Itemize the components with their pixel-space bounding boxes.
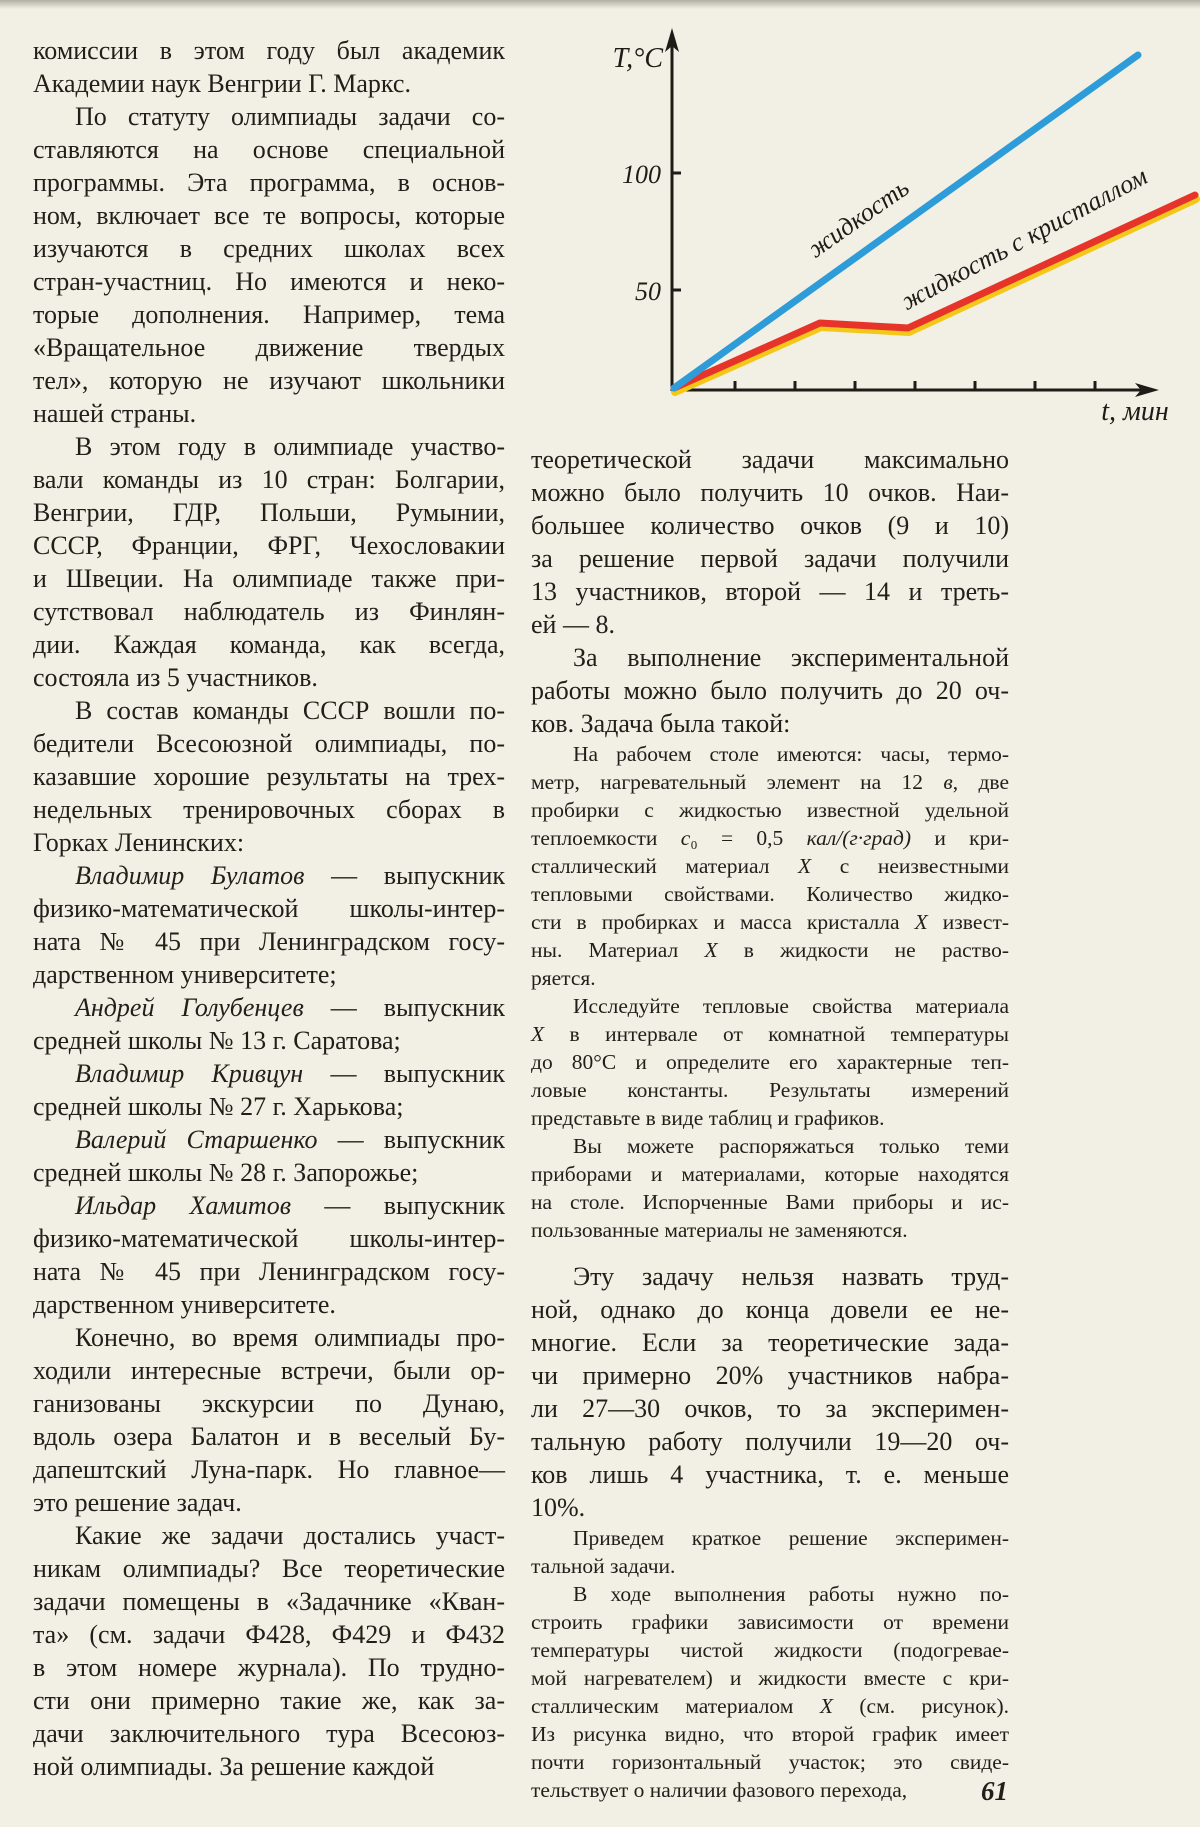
text-line: ганизованы экскурсии по Дунаю, [33,1389,505,1418]
text-line: ей — 8. [531,610,615,639]
text-line: ном, включает все те вопросы, которые [33,201,505,230]
paragraph [33,1123,505,1189]
text-line: Из рисунка видно, что второй график имеет [531,1722,1009,1746]
paragraph [33,100,505,430]
liquid-curve-label: жидкость [802,172,915,264]
text-line: тальной задачи. [531,1554,676,1578]
text-line: За выполнение экспериментальной [573,643,1009,672]
text-line: многие. Если за теоретические зада- [531,1328,1009,1357]
text-line: до 80°С и определите его характерные теп- [531,1050,1009,1074]
text-line: вали команды из 10 стран: Болгарии, [33,465,505,494]
text-line: средней школы № 13 г. Саратова; [33,1026,401,1055]
text-line: Андрей Голубенцев — выпускник [75,993,505,1022]
page-number: 61 [981,1776,1008,1806]
text-line: В состав команды СССР вошли по- [75,696,505,725]
text-line: вдоль озера Балатон и в веселый Бу- [33,1422,505,1451]
text-line: ната № 45 при Ленинградском госу- [33,927,505,956]
y-tick-label-100: 100 [622,160,661,189]
paragraph [33,34,505,100]
text-line: ходили интересные встречи, были ор- [33,1356,505,1385]
text-line: бедители Всесоюзной олимпиады, по- [33,729,505,758]
text-line: тельствует о наличии фазового перехода, [531,1778,908,1802]
text-line: ков. Задача была такой: [531,709,791,738]
text-line: теплоемкости c₀ = 0,5 кал/(г·град) и кри- [531,826,1009,850]
text-line: и Швеции. На олимпиаде также при- [33,564,505,593]
text-line: можно было получить 10 очков. Наи- [531,478,1009,507]
text-line: Конечно, во время олимпиады про- [75,1323,505,1352]
right-text-column [531,443,1009,1804]
paragraph [531,1260,1009,1524]
paragraph [531,641,1009,740]
text-line: В этом году в олимпиаде участво- [75,432,505,461]
x-axis-label: t, мин [1101,396,1169,427]
text-line: средней школы № 28 г. Запорожье; [33,1158,419,1187]
text-line: ряется. [531,966,596,990]
text-line: строить графики зависимости от времени [531,1610,1009,1634]
text-line: Эту задачу нельзя назвать труд- [573,1262,1009,1291]
text-line: программы. Эта программа, в основ- [33,168,505,197]
text-line: ната № 45 при Ленинградском госу- [33,1257,505,1286]
text-line: тепловыми свойствами. Количество жидко- [531,882,1009,906]
text-line: стран-участниц. Но имеются и неко- [33,267,505,296]
text-line: ны. Материал X в жидкости не раство- [531,938,1009,962]
text-line: задачи помещены в «Задачнике «Кван- [33,1587,505,1616]
paragraph [33,694,505,859]
text-line: дарственном университете. [33,1290,336,1319]
paragraph [531,1580,1009,1804]
text-line: на столе. Испорченные Вами приборы и ис- [531,1190,1009,1214]
text-line: ставляются на основе специальной [33,135,505,164]
text-line: сталлическим материалом X (см. рисунок). [531,1694,1010,1718]
text-line: 13 участников, второй — 14 и треть- [531,577,1009,606]
left-text-column [33,34,505,1783]
text-line: Владимир Булатов — выпускник [75,861,506,890]
text-line: сутствовал наблюдатель из Финлян- [33,597,505,626]
text-line: Ильдар Хамитов — выпускник [75,1191,505,1220]
text-line: недельных тренировочных сборах в [33,795,505,824]
liquid-crystal-curve-label: жидкость с кристаллом [895,161,1153,316]
text-line: представьте в виде таблиц и графиков. [531,1106,885,1130]
paragraph [531,1132,1009,1244]
paragraph [531,992,1009,1132]
text-line: приборами и материалами, которые находятся [531,1162,1009,1186]
text-line: По статуту олимпиады задачи со- [75,102,505,131]
text-line: почти горизонтальный участок; это свиде- [531,1750,1009,1774]
text-line: тальную работу получили 19—20 оч- [531,1427,1009,1456]
text-line: пробирки с жидкостью известной удельной [531,798,1009,822]
text-line: Вы можете распоряжаться только теми [573,1134,1009,1158]
text-line: за решение первой задачи получили [531,544,1009,573]
text-line: ной олимпиады. За решение каждой [33,1752,435,1781]
text-line: средней школы № 27 г. Харькова; [33,1092,404,1121]
text-line: В ходе выполнения работы нужно по- [573,1582,1009,1606]
text-line: ловые константы. Результаты измерений [531,1078,1009,1102]
text-line: На рабочем столе имеются: часы, термо- [573,742,1009,766]
text-line: казавшие хорошие результаты на трех- [33,762,505,791]
text-line: X в интервале от комнатной температуры [531,1022,1009,1046]
paragraph [33,430,505,694]
text-line: дачи заключительного тура Всесоюз- [33,1719,505,1748]
text-line: физико-математической школы-интер- [33,894,505,923]
text-line: физико-математической школы-интер- [33,1224,505,1253]
temperature-time-chart [545,20,1200,435]
paragraph [33,1057,505,1123]
paragraph [531,1524,1009,1580]
text-line: Валерий Старшенко — выпускник [75,1125,505,1154]
text-line: Венгрии, ГДР, Польши, Румынии, [33,498,505,527]
text-line: Горках Ленинских: [33,828,245,857]
text-line: сти в пробирках и масса кристалла X извест- [531,910,1009,934]
y-tick-label-50: 50 [635,277,661,306]
text-line: сти они примерно такие же, как за- [33,1686,505,1715]
text-line: 10%. [531,1493,586,1522]
paragraph [33,1321,505,1519]
text-line: чи примерно 20% участников набра- [531,1361,1009,1390]
text-line: Владимир Кривцун — выпускник [75,1059,505,1088]
text-line: мой нагревателем) и жидкости вместе с кри- [531,1666,1009,1690]
text-line: СССР, Франции, ФРГ, Чехословакии [33,531,505,560]
text-line: торые дополнения. Например, тема [33,300,505,329]
text-line: та» (см. задачи Ф428, Ф429 и Ф432 [33,1620,505,1649]
paragraph [33,1519,505,1783]
text-line: сталлический материал X с неизвестными [531,854,1009,878]
paragraph [33,859,505,991]
text-line: большее количество очков (9 и 10) [531,511,1009,540]
text-line: работы можно было получить до 20 оч- [531,676,1009,705]
paragraph [531,740,1009,992]
text-line: никам олимпиады? Все теоретические [33,1554,505,1583]
text-line: Академии наук Венгрии Г. Маркс. [33,69,411,98]
text-line: теоретической задачи максимально [531,445,1009,474]
text-line: тел», которую не изучают школьники [33,366,505,395]
text-line: комиссии в этом году был академик [33,36,505,65]
text-line: температуры чистой жидкости (подогревае- [531,1638,1009,1662]
text-line: Приведем краткое решение эксперимен- [573,1526,1009,1550]
text-line: нашей страны. [33,399,197,428]
text-line: дапештский Луна-парк. Но главное— [33,1455,505,1484]
text-line: состояла из 5 участников. [33,663,318,692]
text-line: в этом номере журнала). По трудно- [33,1653,505,1682]
text-line: «Вращательное движение твердых [33,333,505,362]
paragraph [33,991,505,1057]
text-line: ли 27—30 очков, то за эксперимен- [531,1394,1009,1423]
text-line: дии. Каждая команда, как всегда, [33,630,505,659]
text-line: Какие же задачи достались участ- [75,1521,505,1550]
text-line: это решение задач. [33,1488,242,1517]
text-line: пользованные материалы не заменяются. [531,1218,908,1242]
text-line: изучаются в средних школах всех [33,234,505,263]
text-line: дарственном университете; [33,960,337,989]
scan-edge-shadow [0,0,1200,9]
text-line: ков лишь 4 участника, т. е. меньше [531,1460,1009,1489]
paragraph [33,1189,505,1321]
text-line: Исследуйте тепловые свойства материала [573,994,1009,1018]
paragraph [531,443,1009,641]
y-axis-label: T,°C [612,43,663,74]
text-line: ной, однако до конца довели ее не- [531,1295,1009,1324]
text-line: метр, нагревательный элемент на 12 в, две [531,770,1009,794]
